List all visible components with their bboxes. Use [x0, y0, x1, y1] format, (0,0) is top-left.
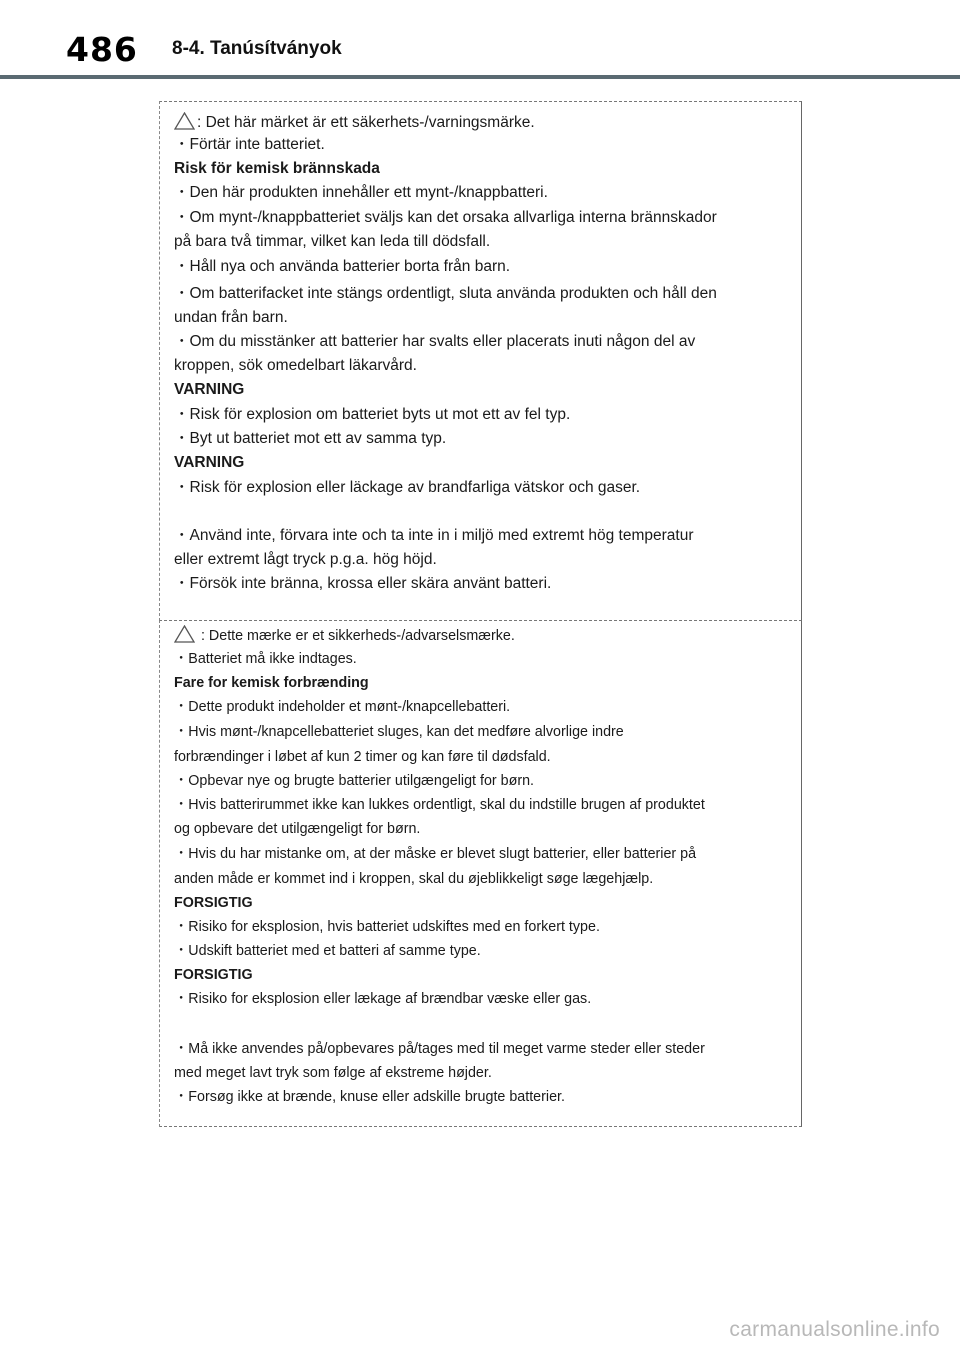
- swedish-line: undan från barn.: [174, 309, 288, 326]
- swedish-line: ・Risk för explosion om batteriet byts ut mot ett av fel typ.: [174, 406, 571, 423]
- swedish-line: ・Den här produkten innehåller ett mynt-/knappbatteri.: [174, 184, 548, 201]
- danish-line: ・Forsøg ikke at brænde, knuse eller adskille brugte batterier.: [174, 1089, 565, 1105]
- swedish-heading: Risk för kemisk brännskada: [174, 160, 380, 177]
- swedish-heading: VARNING: [174, 454, 245, 471]
- page-header: [0, 0, 960, 82]
- swedish-line: på bara två timmar, vilket kan leda till dödsfall.: [174, 233, 491, 250]
- danish-line: ・Hvis mønt-/knapcellebatteriet sluges, kan det medføre alvorlige indre: [174, 724, 624, 740]
- swedish-line: eller extremt lågt tryck p.g.a. hög höjd.: [174, 551, 437, 568]
- danish-warning-line: [174, 625, 515, 649]
- danish-line: ・Batteriet må ikke indtages.: [174, 651, 357, 667]
- swedish-line: ・Håll nya och använda batterier borta från barn.: [174, 258, 511, 275]
- swedish-heading: VARNING: [174, 381, 245, 398]
- warning-triangle-icon: [174, 625, 195, 649]
- danish-line: ・Risiko for eksplosion eller lækage af brændbar væske eller gas.: [174, 991, 592, 1007]
- danish-line: med meget lavt tryk som følge af ekstreme højder.: [174, 1065, 492, 1081]
- danish-warning-text: : Dette mærke er et sikkerheds-/advarselsmærke.: [197, 628, 515, 644]
- swedish-line: ・Om mynt-/knappbatteriet sväljs kan det orsaka allvarliga interna brännskador: [174, 209, 717, 226]
- site-credit-watermark: carmanualsonline.info: [729, 1318, 940, 1341]
- danish-line: ・Opbevar nye og brugte batterier utilgængeligt for børn.: [174, 773, 534, 789]
- swedish-line: ・Förtär inte batteriet.: [174, 136, 325, 153]
- warning-triangle-icon: [174, 112, 195, 136]
- danish-line: ・Hvis batterirummet ikke kan lukkes ordentligt, skal du indstille brugen af produktet: [174, 797, 705, 813]
- swedish-warning-line: [174, 112, 535, 136]
- danish-line: ・Dette produkt indeholder et mønt-/knapcellebatteri.: [174, 699, 511, 715]
- danish-heading: FORSIGTIG: [174, 967, 253, 983]
- danish-line: ・Hvis du har mistanke om, at der måske er blevet slugt batterier, eller batterier på: [174, 846, 697, 862]
- swedish-notice-box: [159, 101, 802, 621]
- swedish-line: kroppen, sök omedelbart läkarvård.: [174, 357, 417, 374]
- swedish-warning-text: : Det här märket är ett säkerhets-/varningsmärke.: [197, 114, 535, 131]
- danish-heading: FORSIGTIG: [174, 895, 253, 911]
- swedish-line: ・Om du misstänker att batterier har svalts eller placerats inuti någon del av: [174, 333, 696, 350]
- swedish-line: ・Byt ut batteriet mot ett av samma typ.: [174, 430, 447, 447]
- danish-line: ・Udskift batteriet med et batteri af samme type.: [174, 943, 481, 959]
- danish-notice-box: [159, 620, 802, 1127]
- header-divider: [0, 75, 960, 79]
- swedish-line: ・Försök inte bränna, krossa eller skära använt batteri.: [174, 575, 552, 592]
- danish-line: ・Risiko for eksplosion, hvis batteriet udskiftes med en forkert type.: [174, 919, 600, 935]
- danish-line: og opbevare det utilgængeligt for børn.: [174, 821, 421, 837]
- swedish-line: ・Om batterifacket inte stängs ordentligt, sluta använda produkten och håll den: [174, 285, 717, 302]
- section-title: 8-4. Tanúsítványok: [172, 38, 342, 59]
- danish-line: anden måde er kommet ind i kroppen, skal du øjeblikkeligt søge lægehjælp.: [174, 871, 654, 887]
- danish-heading: Fare for kemisk forbrænding: [174, 675, 369, 691]
- danish-line: ・Må ikke anvendes på/opbevares på/tages med til meget varme steder eller steder: [174, 1041, 705, 1057]
- page-number: 486: [66, 30, 138, 69]
- swedish-line: ・Använd inte, förvara inte och ta inte in i miljö med extremt hög temperatur: [174, 527, 694, 544]
- danish-line: forbrændinger i løbet af kun 2 timer og kan føre til dødsfald.: [174, 749, 551, 765]
- swedish-line: ・Risk för explosion eller läckage av brandfarliga vätskor och gaser.: [174, 479, 641, 496]
